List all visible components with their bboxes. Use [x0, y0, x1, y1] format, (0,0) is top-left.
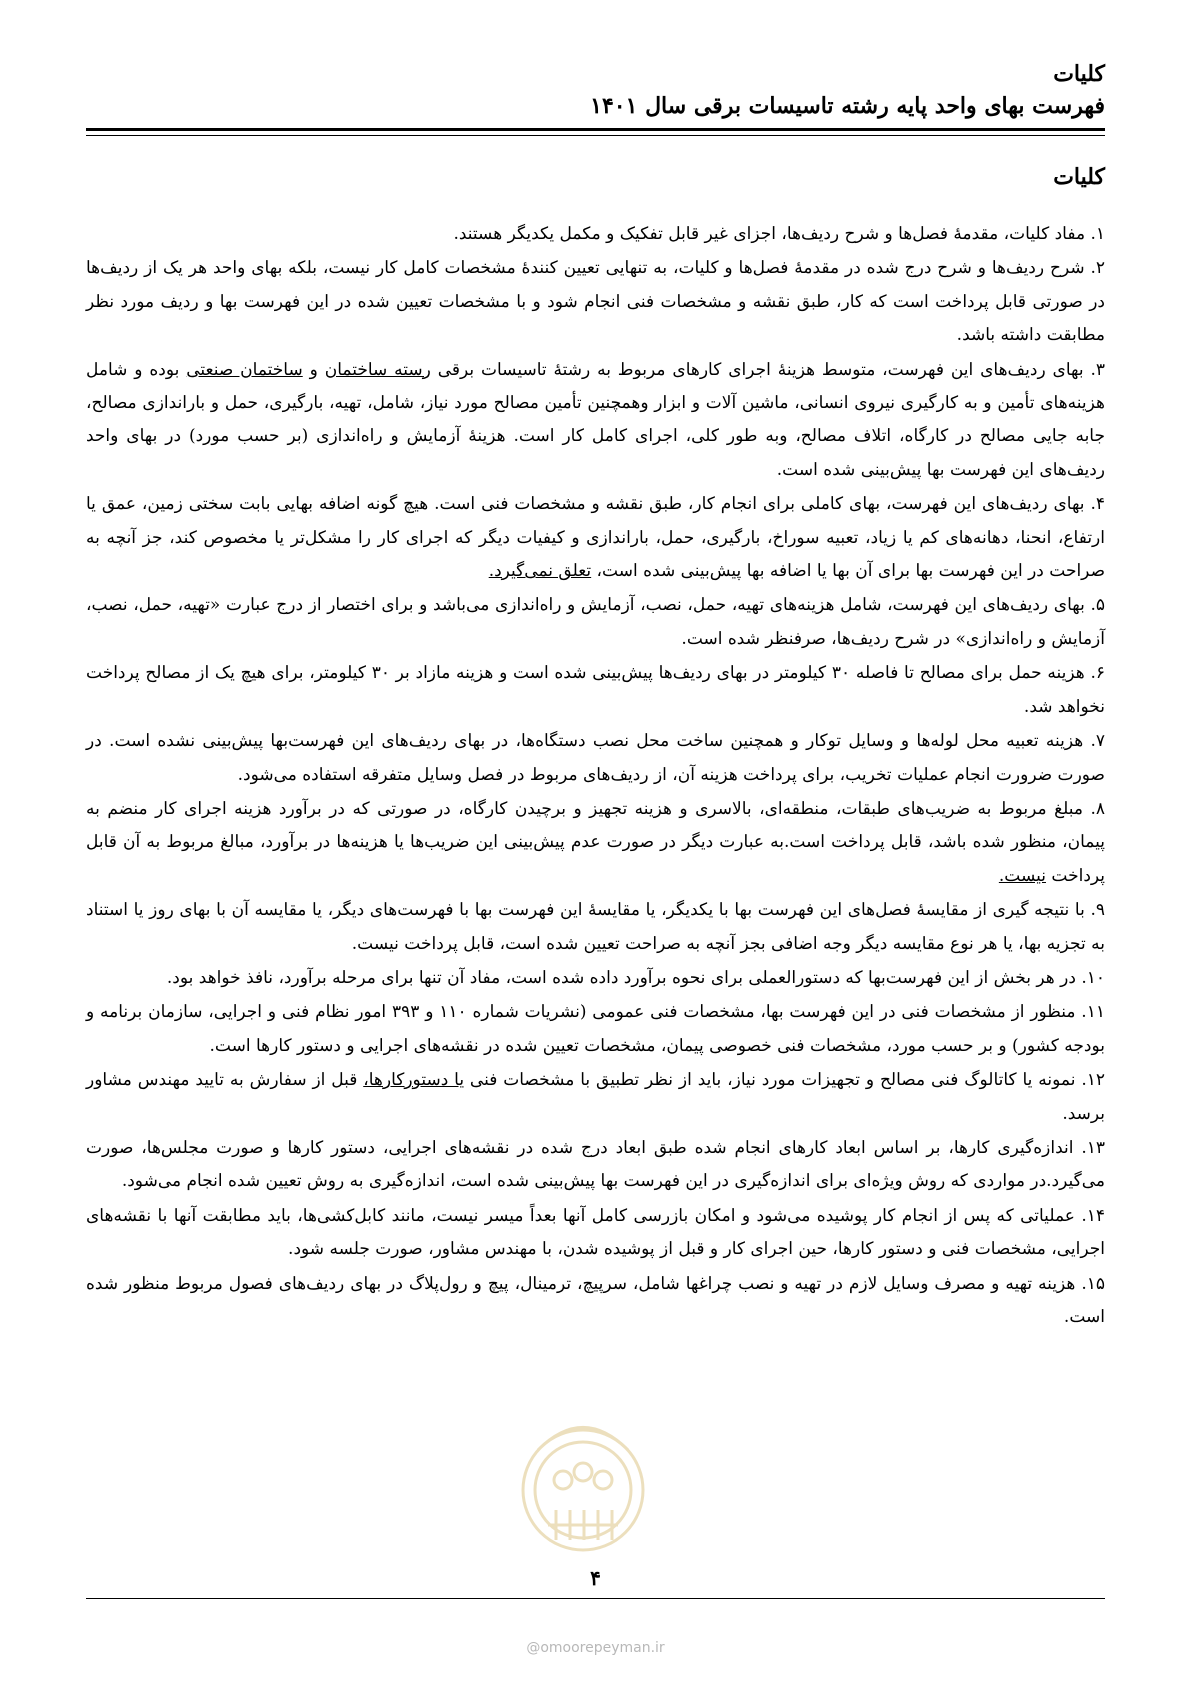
- paragraph-text: ۶. هزینه حمل برای مصالح تا فاصله ۳۰ کیلومتر در بهای ردیف‌ها پیش‌بینی شده است و هزینه مازاد بر ۳۰ کیلومتر، برای هیچ یک از مصالح پرداخت نخواهد شد.: [86, 663, 1105, 717]
- paragraph-text: و: [302, 359, 325, 380]
- paragraph-text: ۱۴. عملیاتی که پس از انجام کار پوشیده می‌شود و امکان بازرسی کامل آنها بعداً میسر نیست، مانند کابل‌کشی‌ها، باید مطابقت آنها با نقشه‌های اجرایی، مشخصات فنی و دستور کارها، حین اجرای کار و قبل از پوشیده شدن، با مهندس مشاور، صورت جلسه شود.: [86, 1205, 1105, 1260]
- paragraph-1: [86, 218, 1105, 251]
- paragraph-text: ۱۱. منظور از مشخصات فنی در این فهرست بها، مشخصات فنی عمومی (نشریات شماره ۱۱۰ و ۳۹۳ امور نظام فنی و اجرایی، سازمان برنامه و بودجه کشور) و بر حسب مورد، مشخصات فنی خصوصی پیمان، مشخصات تعیین شده در نقشه‌های اجرایی و دستور کارها است.: [86, 1002, 1105, 1056]
- underlined-text: ساختمان صنعتی: [186, 359, 303, 380]
- paragraph-text: ۸. مبلغ مربوط به ضریب‌های طبقات، منطقه‌ای، بالاسری و هزینه تجهیز و برچیدن کارگاه، در صورتی که در برآورد هزینه اجرای کار منضم به پیمان، منظور شده باشد، قابل پرداخت است.به عبارت دیگر در صورت عدم پیش‌بینی این ضریب‌ها یا هزینه‌ها در برآورد، مبالغ مربوط به آن قابل پرداخت: [86, 798, 1105, 886]
- paragraph-15: [86, 1268, 1105, 1335]
- paragraph-text: ۹. با نتیجه گیری از مقایسهٔ فصل‌های این فهرست بها با یکدیگر، یا مقایسهٔ این فهرست بها با فهرست‌های دیگر، یا مقایسه آن با بهای روز یا استناد به تجزیه بها، یا هر نوع مقایسه دیگر وجه اضافی بجز آنچه به صراحت تعیین شده است، قابل پرداخت نیست.: [86, 900, 1105, 954]
- paragraph-text: ۴. بهای ردیف‌های این فهرست، بهای کاملی برای انجام کار، طبق نقشه و مشخصات فنی است. هیچ گونه اضافه بهایی بابت سختی زمین، عمق یا ارتفاع، انحنا، دهانه‌های کم یا زیاد، تعبیه سوراخ، بارگیری، حمل، باراندازی و کیفیات دیگر که اجرای کار را مشکل‌تر یا مخصوص کند، جز آنچه به صراحت در این فهرست بها برای آن بها یا اضافه بها پیش‌بینی شده است،: [86, 494, 1105, 582]
- paragraph-9: [86, 894, 1105, 961]
- paragraph-6: [86, 657, 1105, 724]
- paragraph-4: [86, 488, 1105, 588]
- footer-rule: [86, 1598, 1105, 1599]
- paragraph-text: ۱۵. هزینه تهیه و مصرف وسایل لازم در تهیه و نصب چراغها شامل، سرپیچ، ترمینال، پیچ و رول‌پلاگ در بهای ردیف‌های فصول مربوط منظور شده است.: [86, 1273, 1105, 1327]
- paragraph-text: ۷. هزینه تعبیه محل لوله‌ها و وسایل توکار و همچنین ساخت محل نصب دستگاه‌ها، در بهای ردیف‌های این فهرست‌بها پیش‌بینی نشده است. در صورت ضرورت انجام عملیات تخریب، برای پرداخت هزینه آن، از ردیف‌های مربوط در فصل وسایل متفرقه استفاده می‌شود.: [86, 731, 1105, 785]
- paragraph-10: [86, 962, 1105, 995]
- header-subtitle: فهرست بهای واحد پایه رشته تاسیسات برقی سال ۱۴۰۱: [590, 93, 1105, 119]
- paragraph-13: [86, 1132, 1105, 1199]
- paragraph-text: ۱. مفاد کلیات، مقدمهٔ فصل‌ها و شرح ردیف‌ها، اجزای غیر قابل تفکیک و مکمل یکدیگر هستند.: [453, 224, 1105, 244]
- section-title: کلیات: [1053, 164, 1105, 190]
- paragraph-2: [86, 252, 1105, 352]
- page-number: ۴: [590, 1566, 601, 1590]
- underlined-text: رسته ساختمان: [324, 359, 431, 380]
- paragraph-7: [86, 725, 1105, 792]
- paragraph-text: ۱۳. اندازه‌گیری کارها، بر اساس ابعاد کارهای انجام شده طبق ابعاد درج شده در نقشه‌های اجرایی، دستور کارها و صورت مجلس‌ها، صورت می‌گیرد.در مواردی که روش ویژه‌ای برای اندازه‌گیری در این فهرست بها پیش‌بینی شده است، اندازه‌گیری به روش تعیین شده انجام می‌شود.: [86, 1137, 1105, 1192]
- underlined-text: تعلق نمی‌گیرد.: [488, 561, 592, 582]
- header-title: کلیات: [1053, 61, 1105, 87]
- paragraph-text: ۲. شرح ردیف‌ها و شرح درج شده در مقدمهٔ فصل‌ها و کلیات، به تنهایی تعیین کنندهٔ مشخصات کامل کار نیست، بلکه بهای واحد هر یک از ردیف‌ها در صورتی قابل پرداخت است که کار، طبق نقشه و مشخصات فنی انجام شود و با مشخصات تعیین شده در این فهرست بها و ردیف مورد نظر مطابقت داشته باشد.: [86, 258, 1105, 346]
- header-rule-thin: [86, 135, 1105, 136]
- header-rule-thick: [86, 128, 1105, 131]
- paragraph-3: [86, 354, 1105, 488]
- watermark-site-text: @omoorepeyman.ir: [526, 1640, 665, 1656]
- paragraph-5: [86, 589, 1105, 656]
- underlined-text: نیست.: [998, 865, 1046, 886]
- page-header: [86, 58, 1105, 122]
- paragraph-11: [86, 996, 1105, 1063]
- paragraph-8: [86, 793, 1105, 893]
- paragraph-text: ۳. بهای ردیف‌های این فهرست، متوسط هزینهٔ اجرای کارهای مربوط به رشتهٔ تاسیسات برقی: [430, 359, 1105, 380]
- paragraph-text: ۵. بهای ردیف‌های این فهرست، شامل هزینه‌های تهیه، حمل، نصب، آزمایش و راه‌اندازی می‌باشد و برای اختصار از درج عبارت «تهیه، حمل، نصب، آزمایش و راه‌اندازی» در شرح ردیف‌ها، صرفنظر شده است.: [86, 595, 1105, 649]
- paragraph-text: ۱۲. نمونه یا کاتالوگ فنی مصالح و تجهیزات مورد نیاز، باید از نظر تطبیق با مشخصات فنی: [464, 1070, 1105, 1091]
- paragraph-14: [86, 1200, 1105, 1267]
- seal-logo-icon: [508, 1410, 658, 1590]
- paragraph-text: قبل از سفارش به تایید مهندس مشاور برسد.: [86, 1070, 1105, 1124]
- paragraph-12: [86, 1064, 1105, 1131]
- body-text: [86, 218, 1105, 1335]
- paragraph-text: ۱۰. در هر بخش از این فهرست‌بها که دستورالعملی برای نحوه برآورد داده شده است، مفاد آن تنها برای مرحله برآورد، نافذ خواهد بود.: [166, 967, 1105, 988]
- paragraph-text: بوده و شامل هزینه‌های تأمین و به کارگیری نیروی انسانی، ماشین آلات و ابزار وهمچنین تأمین مصالح مورد نیاز، شامل، تهیه، بارگیری، حمل و باراندازی مصالح، جابه جایی مصالح در کارگاه، اتلاف مصالح، وبه طور کلی، اجرای کامل کار است. هزینهٔ آزمایش و راه‌اندازی (بر حسب مورد) در بهای واحد ردیف‌های این فهرست بها پیش‌بینی شده است.: [86, 359, 1105, 480]
- underlined-text: یا دستورکارها،: [363, 1070, 465, 1091]
